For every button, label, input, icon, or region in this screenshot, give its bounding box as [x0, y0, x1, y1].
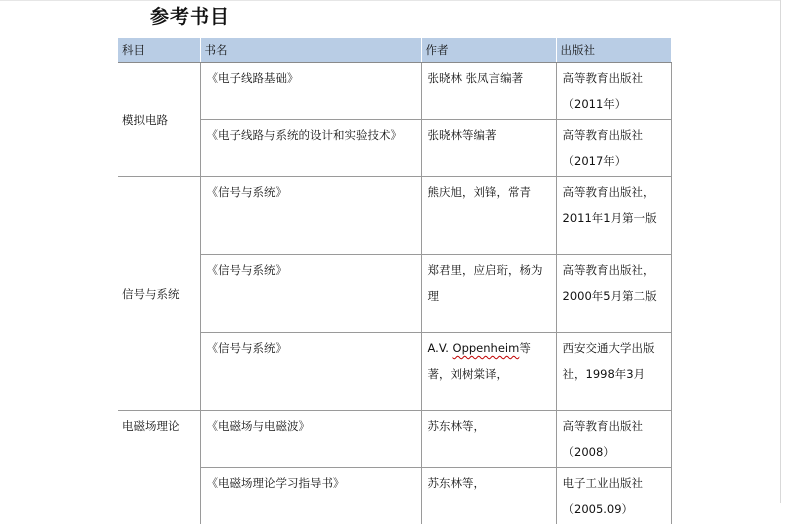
table-row: [118, 255, 671, 333]
author-cell: 张晓林等编著: [421, 120, 556, 177]
publisher-cell: 西安交通大学出版社，1998年3月: [556, 333, 671, 411]
book-title-cell: 《电子线路基础》: [200, 63, 421, 120]
book-title-cell: 《信号与系统》: [200, 255, 421, 333]
author-suffix: 等著，刘树棠译，: [428, 341, 531, 381]
book-title-cell: 《信号与系统》: [200, 333, 421, 411]
author-cell: 郑君里，应启珩，杨为理: [421, 255, 556, 333]
table-row: [118, 120, 671, 177]
publisher-cell: 高等教育出版社，2011年1月第一版: [556, 177, 671, 255]
publisher-cell: 高等教育出版社，2000年5月第二版: [556, 255, 671, 333]
book-title-cell: 《信号与系统》: [200, 177, 421, 255]
publisher-cell: 电子工业出版社（2005.09）: [556, 468, 671, 524]
table-header-row: [118, 38, 671, 63]
author-cell: 张晓林 张凤言编著: [421, 63, 556, 120]
spellcheck-flagged-word: Oppenheim: [453, 341, 520, 355]
book-title-cell: 《电磁场与电磁波》: [200, 411, 421, 468]
publisher-cell: 高等教育出版社（2017年）: [556, 120, 671, 177]
book-title-cell: 《电子线路与系统的设计和实验技术》: [200, 120, 421, 177]
page-right-edge: [780, 0, 781, 503]
subject-cell: 信号与系统: [118, 177, 200, 411]
book-title-cell: 《电磁场理论学习指导书》: [200, 468, 421, 524]
author-cell: [421, 333, 556, 411]
author-cell: 苏东林等，: [421, 468, 556, 524]
table-row: [118, 177, 671, 255]
table-row: [118, 63, 671, 120]
author-prefix: A.V.: [428, 341, 453, 355]
table-row: [118, 411, 671, 468]
header-publisher: 出版社: [556, 38, 671, 63]
author-cell: 苏东林等，: [421, 411, 556, 468]
page-top-edge: [0, 0, 781, 1]
subject-cell: 模拟电路: [118, 63, 200, 177]
header-author: 作者: [421, 38, 556, 63]
header-title: 书名: [200, 38, 421, 63]
table-row: [118, 468, 671, 524]
author-cell: 熊庆旭，刘锋，常青: [421, 177, 556, 255]
header-subject: 科目: [118, 38, 200, 63]
table-row: [118, 333, 671, 411]
publisher-cell: 高等教育出版社（2008）: [556, 411, 671, 468]
reference-table: [118, 38, 672, 524]
subject-cell: 电磁场理论: [118, 411, 200, 524]
publisher-cell: 高等教育出版社（2011年）: [556, 63, 671, 120]
page-title: 参考书目: [150, 2, 230, 29]
